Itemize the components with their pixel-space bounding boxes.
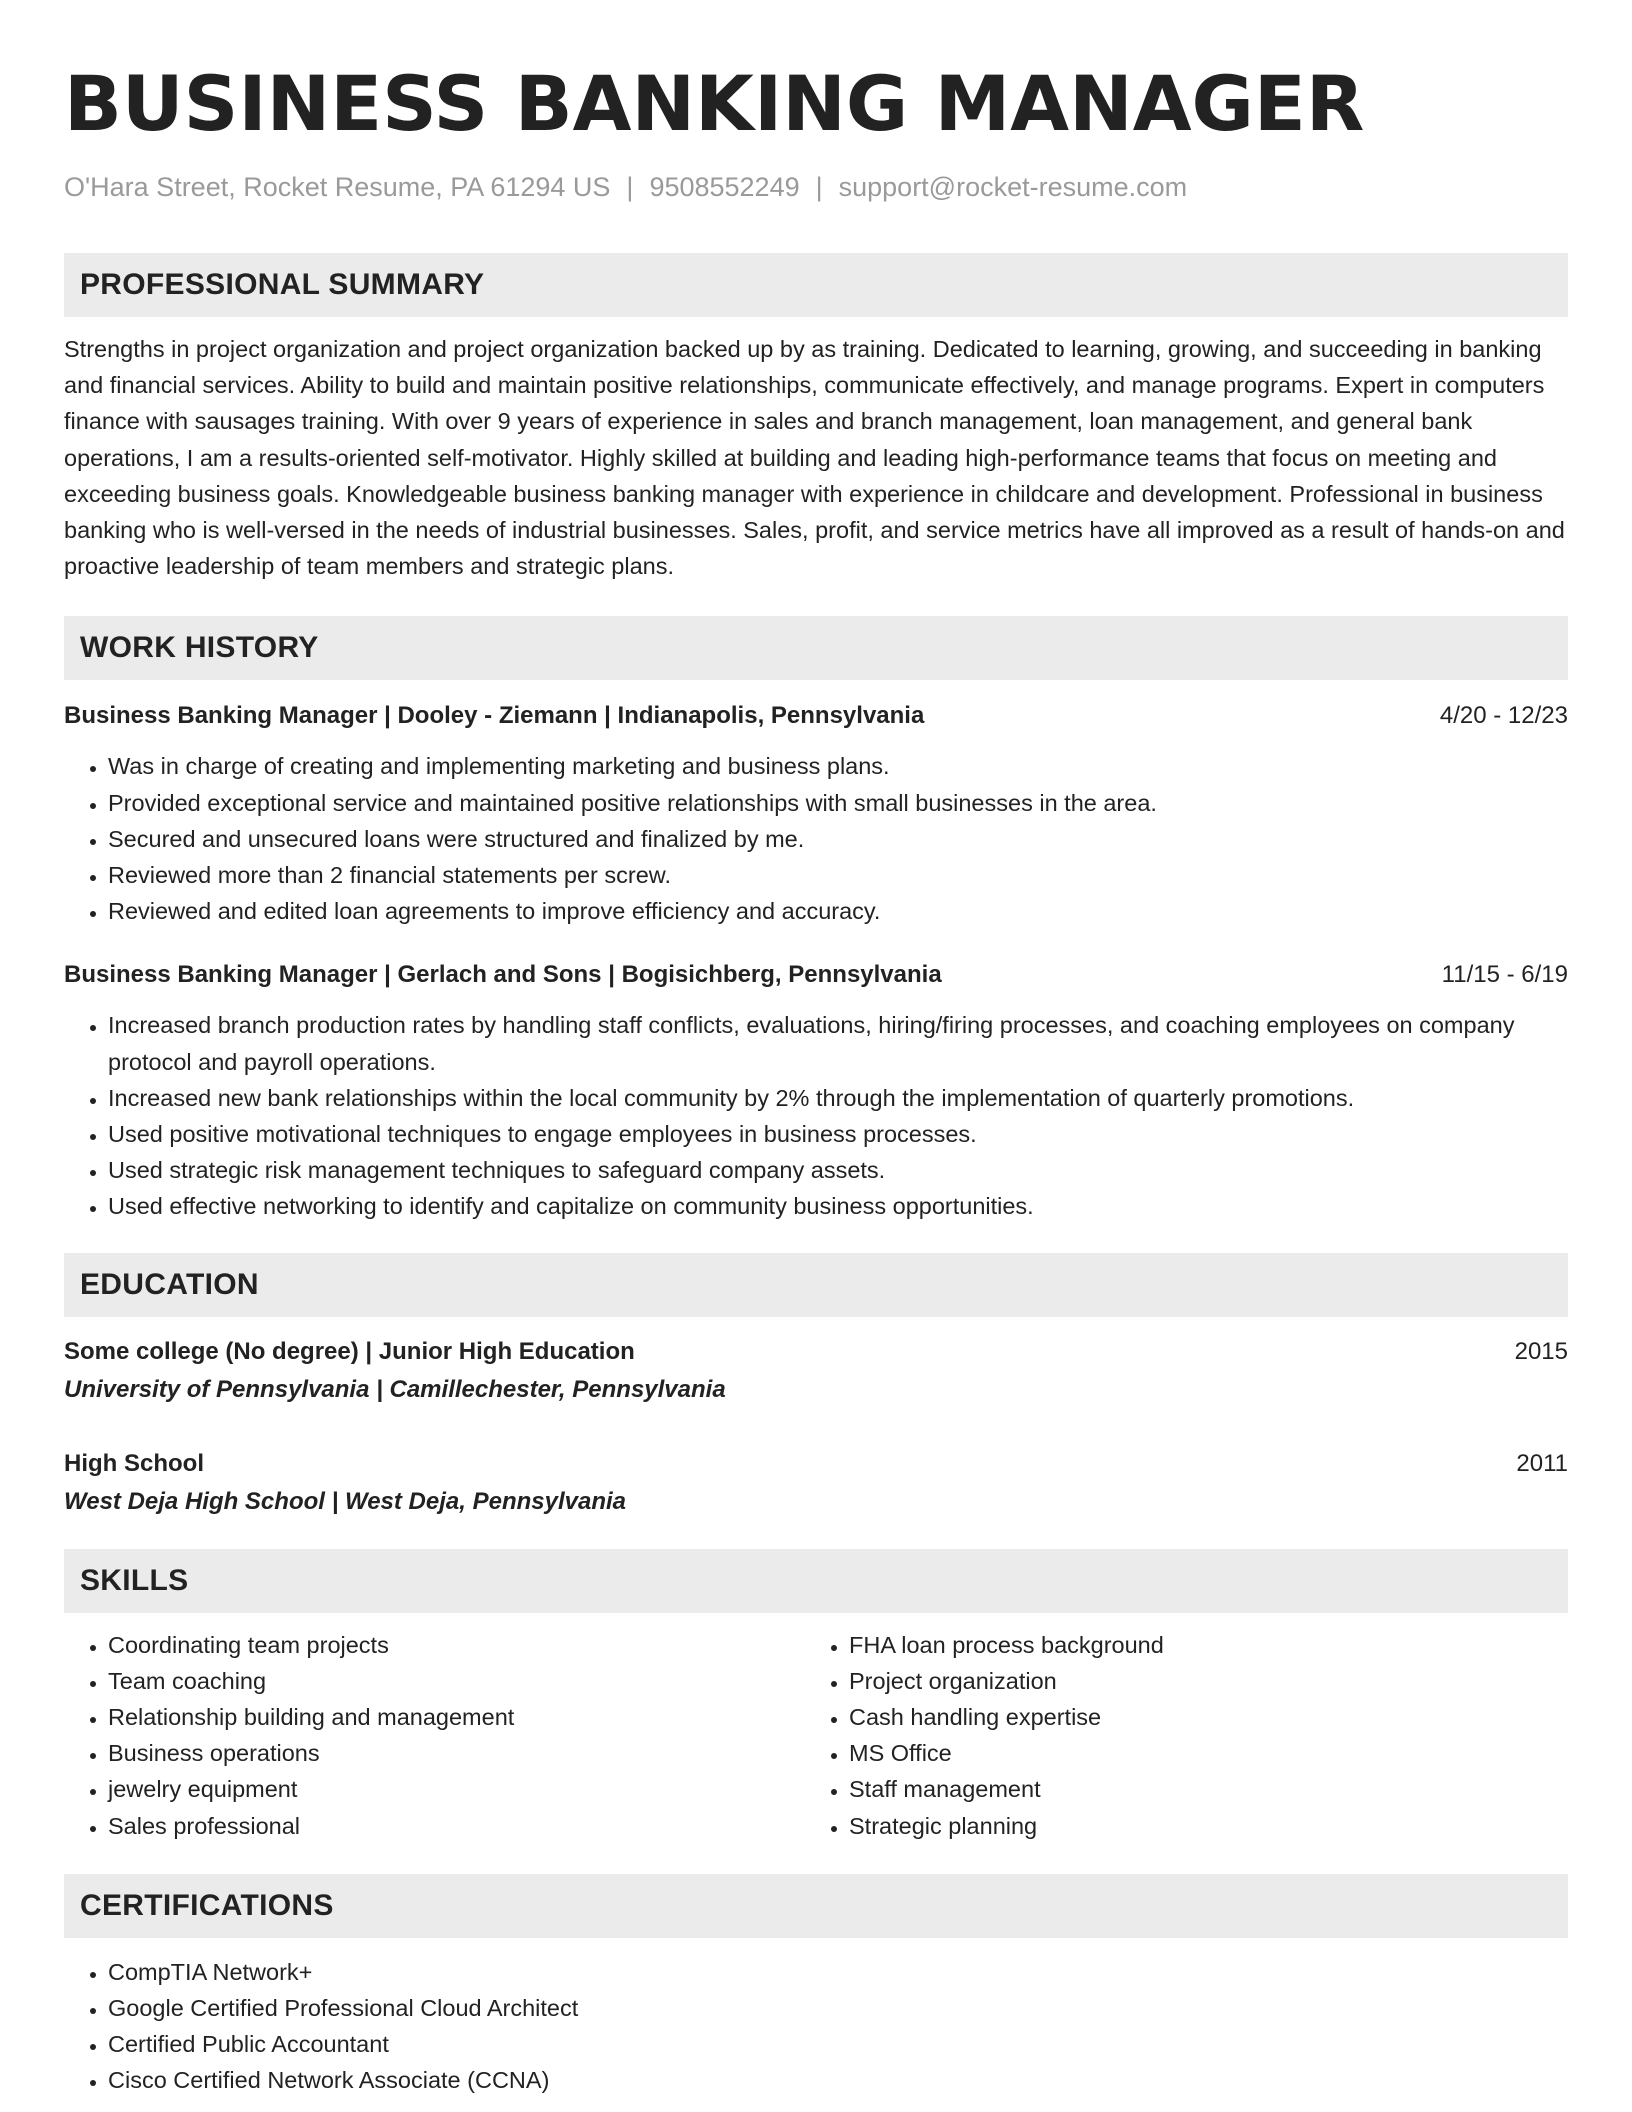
certification-item: • Certified Public Accountant xyxy=(108,2026,1568,2062)
skills-column-left xyxy=(64,1627,805,1844)
contact-separator: | xyxy=(815,172,823,202)
education-year: 2011 xyxy=(1516,1449,1568,1477)
skill-item: • Sales professional xyxy=(108,1808,805,1844)
skill-item: • Coordinating team projects xyxy=(108,1627,805,1663)
section-header-certifications: CERTIFICATIONS xyxy=(64,1874,1568,1938)
skill-item: • Team coaching xyxy=(108,1663,805,1699)
section-header-work-history: WORK HISTORY xyxy=(64,616,1568,680)
job-bullets xyxy=(64,748,1568,929)
skill-item: • jewelry equipment xyxy=(108,1771,805,1807)
list-item: • Used positive motivational techniques to engage employees in business processes. xyxy=(108,1116,1568,1152)
job-header xyxy=(64,959,1568,991)
skill-item: • MS Office xyxy=(849,1735,1546,1771)
list-item: • Was in charge of creating and implementing marketing and business plans. xyxy=(108,748,1568,784)
list-item: • Reviewed and edited loan agreements to improve efficiency and accuracy. xyxy=(108,893,1568,929)
education-year: 2015 xyxy=(1514,1337,1568,1365)
list-item: • Secured and unsecured loans were structured and finalized by me. xyxy=(108,821,1568,857)
skill-item: • Project organization xyxy=(849,1663,1546,1699)
list-item: • Reviewed more than 2 financial statements per screw. xyxy=(108,857,1568,893)
contact-email: support@rocket-resume.com xyxy=(838,172,1188,202)
education-header xyxy=(64,1445,1568,1483)
contact-phone: 9508552249 xyxy=(649,172,800,202)
education-degree: Some college (No degree) | Junior High Education xyxy=(64,1337,635,1365)
skill-item: • Strategic planning xyxy=(849,1808,1546,1844)
job-entry xyxy=(64,700,1568,929)
list-item: • Increased new bank relationships within the local community by 2% through the implementation of quarterly promotions. xyxy=(108,1080,1568,1116)
certification-item: • Cisco Certified Network Associate (CCNA) xyxy=(108,2062,1568,2098)
job-entry xyxy=(64,959,1568,1224)
section-header-skills: SKILLS xyxy=(64,1549,1568,1613)
job-dates: 4/20 - 12/23 xyxy=(1439,702,1568,730)
job-title: Business Banking Manager | Gerlach and Sons | Bogisichberg, Pennsylvania xyxy=(64,961,942,989)
summary-text: Strengths in project organization and project organization backed up by as training. Dedicated to learning, growing, and succeeding in banking and financial services. Ability to build and maintain positive relationships, communicate effectively, and manage programs. Expert in computers finance with sausages training. With over 9 years of experience in sales and branch management, loan management, and general bank operations, I am a results-oriented self-motivator. Highly skilled at building and leading high-performance teams that focus on meeting and exceeding business goals. Knowledgeable business banking manager with experience in childcare and development. Professional in business banking who is well-versed in the needs of industrial businesses. Sales, profit, and service metrics have all improved as a result of hands-on and proactive leadership of team members and strategic plans. xyxy=(64,336,1565,580)
education-entry xyxy=(64,1333,1568,1409)
education-school: West Deja High School | West Deja, Pennsylvania xyxy=(64,1487,626,1515)
list-item: • Used strategic risk management techniques to safeguard company assets. xyxy=(108,1152,1568,1188)
contact-separator: | xyxy=(626,172,634,202)
section-header-education: EDUCATION xyxy=(64,1253,1568,1317)
section-header-summary: PROFESSIONAL SUMMARY xyxy=(64,253,1568,317)
contact-address: O'Hara Street, Rocket Resume, PA 61294 US xyxy=(64,172,611,202)
contact-line xyxy=(64,172,1568,203)
certifications-list xyxy=(64,1954,1568,2099)
job-bullets xyxy=(64,1007,1568,1224)
job-header xyxy=(64,700,1568,732)
skill-item: • Relationship building and management xyxy=(108,1699,805,1735)
skill-item: • Staff management xyxy=(849,1771,1546,1807)
education-school: University of Pennsylvania | Camillechester, Pennsylvania xyxy=(64,1375,726,1403)
skill-item: • Cash handling expertise xyxy=(849,1699,1546,1735)
certification-item: • CompTIA Network+ xyxy=(108,1954,1568,1990)
education-header xyxy=(64,1333,1568,1371)
resume-name: BUSINESS BANKING MANAGER xyxy=(64,59,1365,148)
certification-item: • Google Certified Professional Cloud Architect xyxy=(108,1990,1568,2026)
list-item: • Increased branch production rates by handling staff conflicts, evaluations, hiring/firing processes, and coaching employees on company protocol and payroll operations. xyxy=(108,1007,1568,1079)
education-degree: High School xyxy=(64,1449,204,1477)
skills-grid xyxy=(64,1627,1568,1844)
job-title: Business Banking Manager | Dooley - Ziemann | Indianapolis, Pennsylvania xyxy=(64,702,925,730)
education-entry xyxy=(64,1445,1568,1521)
skill-item: • FHA loan process background xyxy=(849,1627,1546,1663)
skills-column-right xyxy=(805,1627,1546,1844)
job-dates: 11/15 - 6/19 xyxy=(1441,961,1568,989)
list-item: • Used effective networking to identify and capitalize on community business opportunities. xyxy=(108,1188,1568,1224)
skill-item: • Business operations xyxy=(108,1735,805,1771)
list-item: • Provided exceptional service and maintained positive relationships with small businesses in the area. xyxy=(108,785,1568,821)
